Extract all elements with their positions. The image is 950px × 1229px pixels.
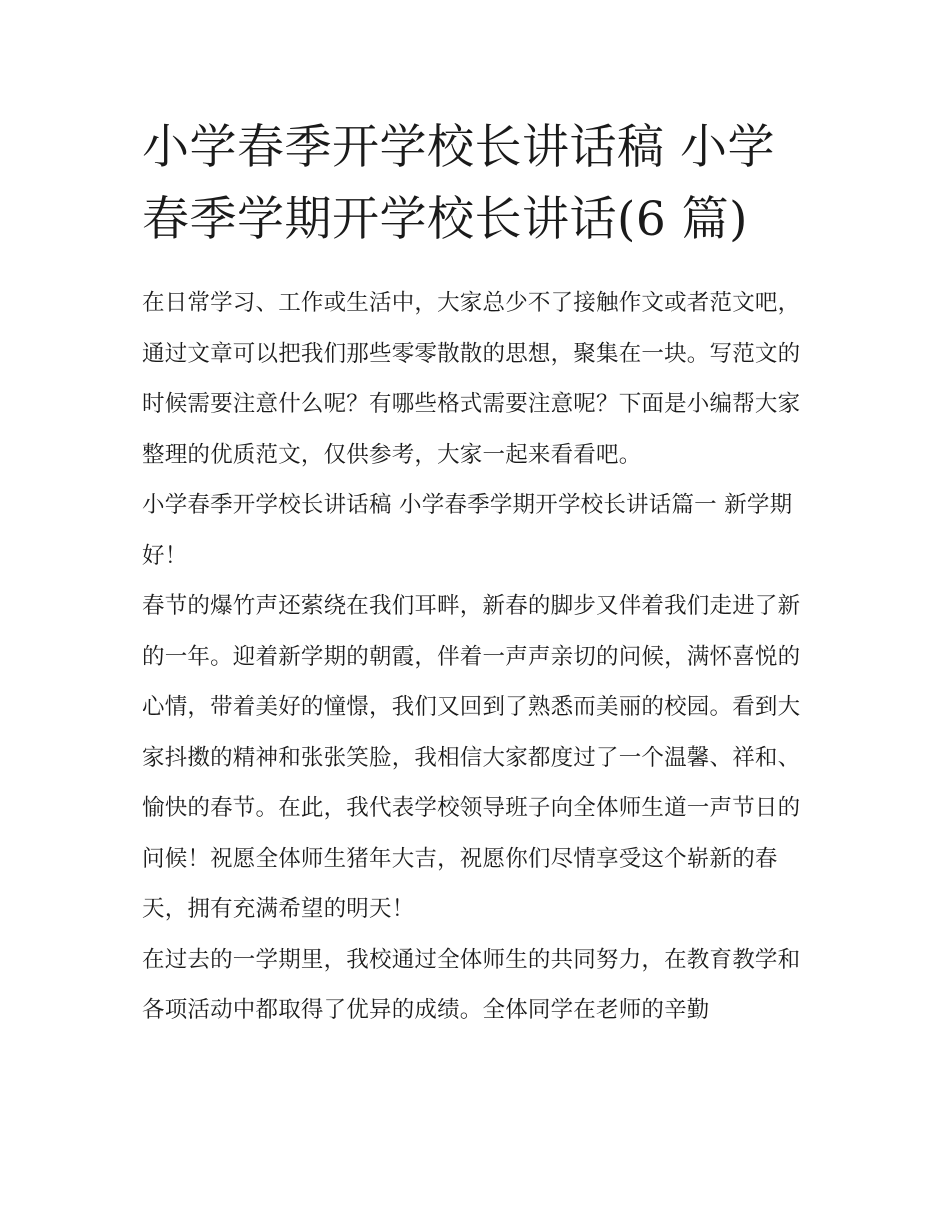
spring-festival-paragraph: 春节的爆竹声还萦绕在我们耳畔，新春的脚步又伴着我们走进了新的一年。迎着新学期的朝霞，伴着一声声亲切的问候，满怀喜悦的心情，带着美好的憧憬，我们又回到了熟悉而美丽的校园。看到大家抖擞的精神和张张笑脸，我相信大家都度过了一个温馨、祥和、愉快的春节。在此，我代表学校领导班子向全体师生道一声节日的问候！祝愿全体师生猪年大吉，祝愿你们尽情享受这个崭新的春天，拥有充满希望的明天！ (142, 593, 801, 922)
intro-paragraph: 在日常学习、工作或生活中，大家总少不了接触作文或者范文吧，通过文章可以把我们那些零零散散的思想，聚集在一块。写范文的时候需要注意什么呢？有哪些格式需要注意呢？下面是小编帮大家整理的优质范文，仅供参考，大家一起来看看吧。 (142, 290, 801, 468)
past-semester-paragraph: 在过去的一学期里，我校通过全体师生的共同努力，在教育教学和各项活动中都取得了优异的成绩。全体同学在老师的辛勤 (142, 946, 801, 1023)
document-page (142, 112, 814, 1036)
document-title: 小学春季开学校长讲话稿 小学春季学期开学校长讲话(6 篇) (142, 120, 775, 247)
section-heading-paragraph: 小学春季开学校长讲话稿 小学春季学期开学校长讲话篇一 新学期好！ (142, 492, 793, 569)
document-body (142, 278, 814, 1036)
